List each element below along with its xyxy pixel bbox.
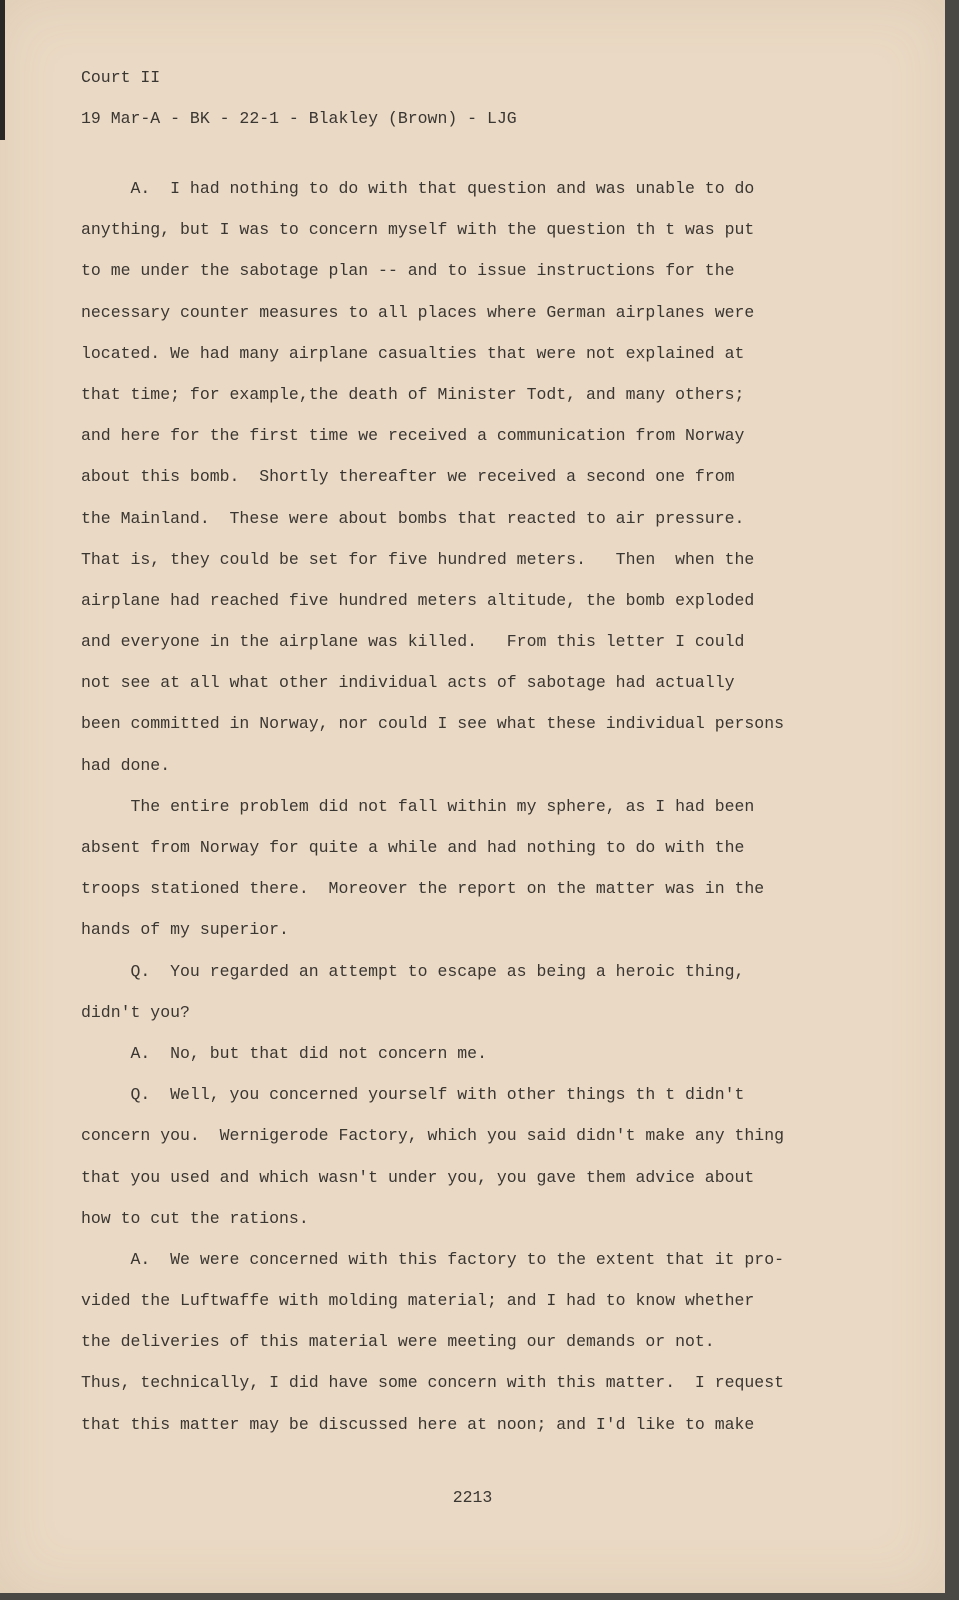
text-line: the deliveries of this material were meeting our demands or not. (81, 1332, 715, 1352)
text-line: troops stationed there. Moreover the report on the matter was in the (81, 879, 765, 899)
text-line: absent from Norway for quite a while and had nothing to do with the (81, 838, 745, 857)
text-line: vided the Luftwaffe with molding material; and I had to know whether (81, 1291, 755, 1311)
text-line: necessary counter measures to all places where German airplanes were (81, 302, 755, 322)
text-line: A. No, but that did not concern me. (81, 1043, 487, 1063)
text-line: to me under the sabotage plan -- and to issue instructions for the (81, 261, 735, 281)
text-line: not see at all what other individual acts of sabotage had actually (81, 673, 735, 693)
court-heading: Court II (81, 68, 161, 87)
text-line: that this matter may be discussed here at noon; and I'd like to make (81, 1414, 755, 1434)
text-line: that you used and which wasn't under you, you gave them advice about (81, 1167, 755, 1187)
page-number: 2213 (452, 1488, 493, 1507)
text-line: hands of my superior. (81, 920, 289, 940)
text-line: and here for the first time we received a communication from Norway (81, 426, 745, 446)
text-line: The entire problem did not fall within my sphere, as I had been (81, 796, 755, 816)
text-line: A. We were concerned with this factory to the extent that it pro- (81, 1249, 785, 1269)
text-line: and everyone in the airplane was killed. From this letter I could (81, 632, 745, 652)
text-line: had done. (81, 755, 171, 775)
text-line: airplane had reached five hundred meters altitude, the bomb exploded (81, 590, 755, 610)
text-line: been committed in Norway, nor could I see what these individual persons (81, 714, 785, 734)
page-binding-edge (0, 0, 5, 140)
text-line: A. I had nothing to do with that question and was unable to do (81, 179, 755, 198)
text-line: the Mainland. These were about bombs that reacted to air pressure. (81, 508, 745, 528)
text-line: about this bomb. Shortly thereafter we received a second one from (81, 467, 735, 487)
text-line: Thus, technically, I did have some concern with this matter. I request (81, 1373, 785, 1393)
text-line: didn't you? (81, 1002, 190, 1022)
text-line: located. We had many airplane casualties that were not explained at (81, 343, 745, 363)
text-line: concern you. Wernigerode Factory, which you said didn't make any thing (81, 1126, 785, 1146)
transcript-body (81, 168, 823, 1445)
transcript-reference: 19 Mar-A - BK - 22-1 - Blakley (Brown) - LJG (81, 109, 517, 128)
text-line: how to cut the rations. (81, 1208, 309, 1228)
text-line: anything, but I was to concern myself with the question th t was put (81, 220, 755, 240)
text-line: that time; for example,the death of Minister Todt, and many others; (81, 384, 745, 404)
text-line: Q. Well, you concerned yourself with other things th t didn't (81, 1085, 745, 1105)
text-line: That is, they could be set for five hundred meters. Then when the (81, 549, 755, 569)
text-line: Q. You regarded an attempt to escape as being a heroic thing, (81, 961, 745, 981)
